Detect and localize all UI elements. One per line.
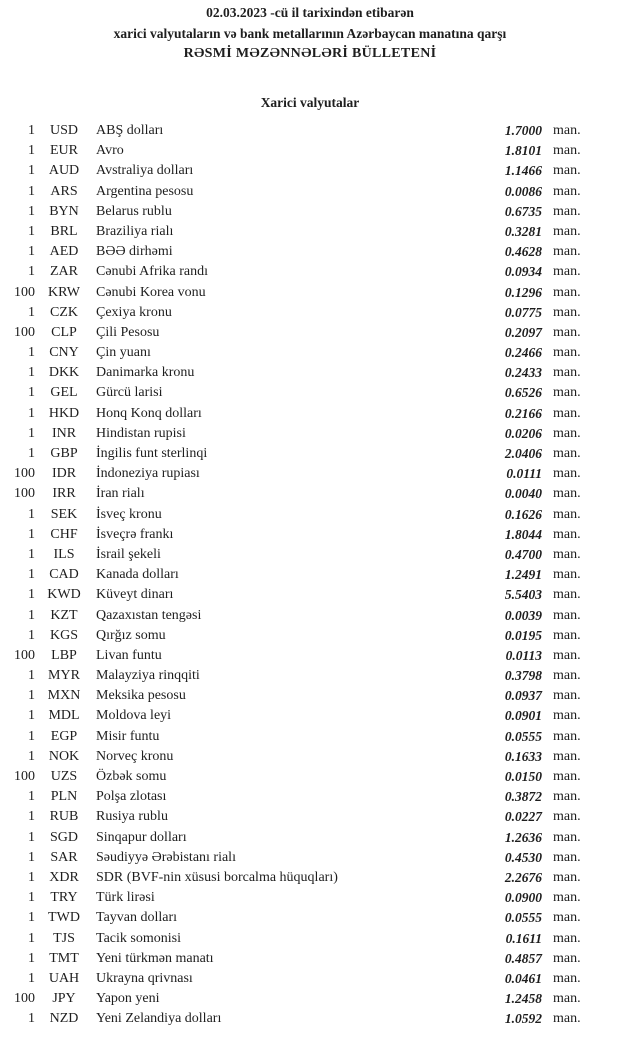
currency-code-cell: LBP [51,647,77,663]
section-title-foreign-currencies: Xarici valyutalar [260,95,360,110]
unit-cell: man. [553,688,581,704]
rate-row [0,908,620,928]
unit-cell: man. [553,203,581,219]
currency-name-cell: Ukrayna qrivnası [96,970,193,986]
currency-name-cell: Kanada dolları [96,567,179,583]
quantity-cell: 1 [28,264,35,280]
quantity-cell: 1 [28,930,35,946]
rate-row [0,767,620,787]
unit-cell: man. [553,385,581,401]
rate-value-cell: 0.0555 [504,910,542,926]
unit-cell: man. [553,769,581,784]
rate-value-cell: 0.0206 [504,425,542,441]
quantity-cell: 1 [28,304,35,320]
currency-name-cell: Polşa zlotası [96,789,167,805]
quantity-cell: 1 [28,244,35,260]
currency-name-cell: Küveyt dinarı [96,587,174,603]
rate-row [0,626,620,646]
currency-code-cell: ZAR [50,264,78,280]
rate-value-cell: 0.4700 [504,546,542,562]
currency-name-cell: Danimarka kronu [96,365,195,381]
rate-value-cell: 0.3281 [504,223,542,239]
rates-table [0,121,620,1029]
currency-code-cell: UAH [48,970,80,986]
currency-code-cell: UZS [50,769,78,784]
quantity-cell: 1 [28,123,35,138]
rate-row [0,121,620,141]
currency-name-cell: İran rialı [96,486,145,502]
rate-row [0,343,620,363]
quantity-cell: 1 [28,809,35,825]
unit-cell: man. [553,183,581,199]
currency-code-cell: AUD [48,163,80,179]
currency-code-cell: EGP [50,728,78,744]
unit-cell: man. [553,123,581,138]
unit-cell: man. [553,446,581,461]
unit-cell: man. [553,890,581,906]
quantity-cell: 1 [28,728,35,744]
currency-name-cell: Çin yuanı [96,345,151,361]
rate-row [0,646,620,666]
quantity-cell: 1 [28,365,35,381]
rate-row [0,525,620,545]
currency-name-cell: Argentina pesosu [96,183,194,199]
currency-code-cell: SAR [50,849,78,865]
rate-value-cell: 0.2097 [504,324,542,340]
rate-row [0,363,620,383]
unit-cell: man. [553,304,581,320]
rate-value-cell: 0.2166 [504,405,542,421]
currency-code-cell: HKD [48,405,80,421]
unit-cell: man. [553,970,581,986]
currency-name-cell: ABŞ dolları [96,123,164,138]
currency-name-cell: Qırğız somu [96,627,166,643]
unit-cell: man. [553,587,581,603]
rate-value-cell: 1.7000 [504,123,542,138]
rate-value-cell: 0.2433 [504,365,542,381]
currency-code-cell: IRR [52,486,76,502]
unit-cell: man. [553,223,581,239]
currency-name-cell: Yapon yeni [96,991,160,1007]
unit-cell: man. [553,264,581,280]
quantity-cell: 1 [28,607,35,623]
bulletin-title: RƏSMİ MƏZƏNNƏLƏRİ BÜLLETENİ [183,46,437,61]
rate-value-cell: 0.0461 [504,970,542,986]
rate-row [0,807,620,827]
rate-value-cell: 0.0901 [504,708,542,724]
currency-name-cell: Türk lirəsi [96,890,155,906]
currency-code-cell: IDR [51,466,77,482]
unit-cell: man. [553,829,581,845]
unit-cell: man. [553,405,581,421]
currency-name-cell: Avstraliya dolları [96,163,194,179]
quantity-cell: 1 [28,567,35,583]
rate-row [0,323,620,343]
rate-row [0,424,620,444]
currency-name-cell: Cənubi Afrika randı [96,264,208,280]
currency-code-cell: KWD [47,587,81,603]
rate-row [0,706,620,726]
currency-code-cell: CLP [51,324,77,340]
currency-name-cell: Avro [96,143,124,159]
unit-cell: man. [553,284,581,300]
rate-row [0,929,620,949]
unit-cell: man. [553,668,581,684]
rate-value-cell: 2.0406 [504,446,542,461]
unit-cell: man. [553,345,581,361]
rate-value-cell: 0.2466 [504,345,542,361]
rate-value-cell: 0.6526 [504,385,542,401]
unit-cell: man. [553,425,581,441]
currency-code-cell: GEL [50,385,78,401]
unit-cell: man. [553,567,581,583]
rate-value-cell: 2.2676 [504,869,542,885]
currency-name-cell: BƏƏ dirhəmi [96,244,173,260]
quantity-cell: 100 [14,284,35,300]
rate-value-cell: 0.0040 [504,486,542,502]
currency-name-cell: Səudiyyə Ərəbistanı rialı [96,849,236,865]
rate-value-cell: 0.3872 [504,789,542,805]
rate-row [0,666,620,686]
currency-name-cell: İsveç kronu [96,506,162,522]
rate-row [0,161,620,181]
currency-name-cell: SDR (BVF-nin xüsusi borcalma hüquqları) [96,869,338,885]
currency-name-cell: Misir funtu [96,728,160,744]
currency-name-cell: Norveç kronu [96,748,174,764]
quantity-cell: 1 [28,405,35,421]
quantity-cell: 1 [28,163,35,179]
currency-name-cell: Gürcü larisi [96,385,163,401]
unit-cell: man. [553,526,581,542]
currency-code-cell: CNY [49,345,79,361]
currency-name-cell: Yeni Zelandiya dolları [96,1011,222,1027]
unit-cell: man. [553,486,581,502]
currency-name-cell: Tayvan dolları [96,910,178,926]
quantity-cell: 1 [28,526,35,542]
bulletin-subtitle: xarici valyutaların və bank metallarının Azərbaycan manatına qarşı [113,26,507,41]
rate-row [0,848,620,868]
rate-value-cell: 0.0039 [504,607,542,623]
currency-code-cell: CZK [50,304,78,320]
currency-name-cell: Çili Pesosu [96,324,160,340]
quantity-cell: 1 [28,627,35,643]
unit-cell: man. [553,849,581,865]
currency-name-cell: Cənubi Korea vonu [96,284,206,300]
quantity-cell: 1 [28,203,35,219]
rate-row [0,222,620,242]
rate-row [0,303,620,323]
currency-code-cell: CAD [49,567,79,583]
currency-name-cell: Yeni türkmən manatı [96,950,214,966]
rate-value-cell: 0.3798 [504,668,542,684]
rate-row [0,444,620,464]
currency-code-cell: TMT [49,950,79,966]
currency-name-cell: Tacik somonisi [96,930,181,946]
rate-row [0,141,620,161]
currency-code-cell: CHF [50,526,78,542]
currency-code-cell: KZT [50,607,78,623]
currency-code-cell: GBP [50,446,78,461]
rate-value-cell: 0.0111 [506,466,542,482]
currency-name-cell: Özbək somu [96,769,167,784]
rate-value-cell: 1.2636 [504,829,542,845]
currency-code-cell: TRY [50,890,78,906]
unit-cell: man. [553,466,581,482]
unit-cell: man. [553,546,581,562]
quantity-cell: 1 [28,789,35,805]
currency-code-cell: SEK [50,506,78,522]
rate-row [0,727,620,747]
rate-value-cell: 0.0195 [504,627,542,643]
currency-code-cell: EUR [50,143,78,159]
quantity-cell: 1 [28,910,35,926]
unit-cell: man. [553,607,581,623]
unit-cell: man. [553,143,581,159]
rate-value-cell: 0.1633 [504,748,542,764]
rate-row [0,182,620,202]
quantity-cell: 100 [14,466,35,482]
rate-row [0,464,620,484]
currency-name-cell: Belarus rublu [96,203,172,219]
quantity-cell: 1 [28,546,35,562]
quantity-cell: 100 [14,769,35,784]
unit-cell: man. [553,163,581,179]
rate-row [0,262,620,282]
rate-value-cell: 0.0227 [504,809,542,825]
rate-value-cell: 0.4628 [504,244,542,260]
quantity-cell: 1 [28,708,35,724]
rate-value-cell: 1.0592 [504,1011,542,1027]
rate-row [0,1009,620,1029]
quantity-cell: 1 [28,869,35,885]
quantity-cell: 1 [28,506,35,522]
quantity-cell: 1 [28,223,35,239]
unit-cell: man. [553,789,581,805]
rate-value-cell: 1.8044 [504,526,542,542]
quantity-cell: 1 [28,890,35,906]
currency-code-cell: RUB [49,809,79,825]
quantity-cell: 1 [28,143,35,159]
currency-name-cell: Braziliya rialı [96,223,174,239]
rate-value-cell: 0.0775 [504,304,542,320]
rate-value-cell: 0.1626 [504,506,542,522]
rate-row [0,828,620,848]
currency-code-cell: BRL [50,223,78,239]
currency-name-cell: Malayziya rinqqiti [96,668,200,684]
quantity-cell: 100 [14,486,35,502]
rate-row [0,545,620,565]
rate-value-cell: 0.0934 [504,264,542,280]
currency-name-cell: Qazaxıstan tengəsi [96,607,202,623]
rate-value-cell: 5.5403 [504,587,542,603]
rate-value-cell: 0.0150 [504,769,542,784]
currency-name-cell: Honq Konq dolları [96,405,202,421]
quantity-cell: 1 [28,425,35,441]
currency-code-cell: AED [49,244,79,260]
currency-code-cell: BYN [49,203,79,219]
currency-code-cell: JPY [52,991,76,1007]
rate-row [0,888,620,908]
unit-cell: man. [553,506,581,522]
quantity-cell: 1 [28,1011,35,1027]
unit-cell: man. [553,627,581,643]
unit-cell: man. [553,647,581,663]
bulletin-date-line: 02.03.2023 -cü il tarixindən etibarən [206,5,414,20]
currency-code-cell: SGD [49,829,78,845]
unit-cell: man. [553,1011,581,1027]
unit-cell: man. [553,950,581,966]
rate-row [0,969,620,989]
currency-code-cell: ARS [50,183,78,199]
currency-code-cell: USD [49,123,78,138]
quantity-cell: 1 [28,587,35,603]
quantity-cell: 1 [28,183,35,199]
rate-row [0,242,620,262]
unit-cell: man. [553,809,581,825]
quantity-cell: 1 [28,748,35,764]
quantity-cell: 1 [28,668,35,684]
rate-row [0,505,620,525]
rate-value-cell: 0.0086 [504,183,542,199]
currency-code-cell: INR [51,425,77,441]
rate-row [0,606,620,626]
currency-code-cell: TWD [48,910,80,926]
rate-row [0,565,620,585]
currency-code-cell: XDR [49,869,79,885]
currency-code-cell: KGS [49,627,78,643]
quantity-cell: 100 [14,991,35,1007]
currency-code-cell: NZD [49,1011,79,1027]
currency-name-cell: İsveçrə frankı [96,526,174,542]
rate-value-cell: 1.1466 [504,163,542,179]
unit-cell: man. [553,728,581,744]
unit-cell: man. [553,869,581,885]
rate-row [0,989,620,1009]
quantity-cell: 1 [28,950,35,966]
quantity-cell: 1 [28,345,35,361]
unit-cell: man. [553,910,581,926]
unit-cell: man. [553,244,581,260]
currency-name-cell: Moldova leyi [96,708,172,724]
rate-row [0,868,620,888]
currency-name-cell: İngilis funt sterlinqi [96,446,208,461]
quantity-cell: 1 [28,446,35,461]
quantity-cell: 100 [14,324,35,340]
currency-code-cell: PLN [50,789,78,805]
unit-cell: man. [553,708,581,724]
unit-cell: man. [553,365,581,381]
rate-value-cell: 1.8101 [504,143,542,159]
rate-row [0,283,620,303]
currency-code-cell: NOK [48,748,80,764]
rate-value-cell: 1.2491 [504,567,542,583]
rate-row [0,686,620,706]
currency-code-cell: KRW [48,284,80,300]
rate-value-cell: 0.4857 [504,950,542,966]
unit-cell: man. [553,748,581,764]
currency-name-cell: Meksika pesosu [96,688,186,704]
rate-row [0,383,620,403]
currency-code-cell: MXN [47,688,81,704]
rate-row [0,787,620,807]
rate-value-cell: 1.2458 [504,991,542,1007]
quantity-cell: 100 [14,647,35,663]
rate-value-cell: 0.0113 [505,647,542,663]
currency-code-cell: MYR [48,668,80,684]
rate-row [0,202,620,222]
currency-code-cell: TJS [53,930,75,946]
quantity-cell: 1 [28,849,35,865]
rate-row [0,747,620,767]
unit-cell: man. [553,324,581,340]
unit-cell: man. [553,991,581,1007]
unit-cell: man. [553,930,581,946]
currency-name-cell: Rusiya rublu [96,809,168,825]
rate-value-cell: 0.0900 [504,890,542,906]
quantity-cell: 1 [28,688,35,704]
rate-value-cell: 0.6735 [504,203,542,219]
rate-value-cell: 0.0937 [504,688,542,704]
currency-code-cell: DKK [48,365,80,381]
currency-code-cell: MDL [48,708,80,724]
currency-name-cell: Hindistan rupisi [96,425,186,441]
rate-value-cell: 0.1296 [504,284,542,300]
rate-value-cell: 0.4530 [504,849,542,865]
rate-row [0,585,620,605]
quantity-cell: 1 [28,970,35,986]
quantity-cell: 1 [28,829,35,845]
rate-row [0,484,620,504]
rate-row [0,404,620,424]
rate-value-cell: 0.1611 [505,930,542,946]
rate-row [0,949,620,969]
quantity-cell: 1 [28,385,35,401]
currency-name-cell: Livan funtu [96,647,162,663]
currency-name-cell: Sinqapur dolları [96,829,187,845]
currency-name-cell: İndoneziya rupiası [96,466,200,482]
currency-code-cell: ILS [53,546,75,562]
currency-name-cell: İsrail şekeli [96,546,161,562]
rate-value-cell: 0.0555 [504,728,542,744]
currency-name-cell: Çexiya kronu [96,304,172,320]
